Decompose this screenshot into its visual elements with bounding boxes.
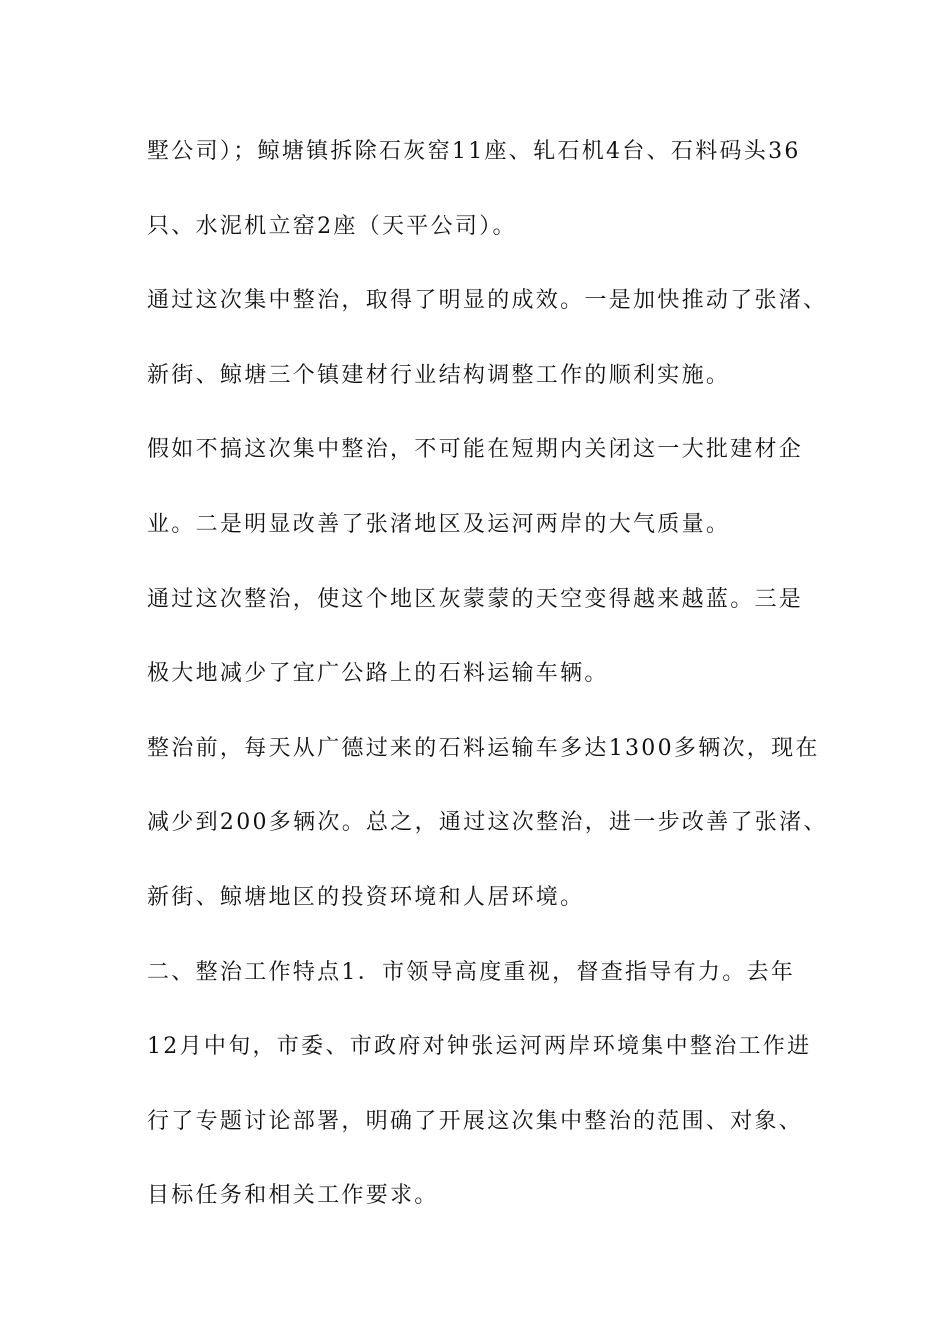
text-line: 目标任务和相关工作要求。 bbox=[147, 1183, 439, 1209]
text-line: 只、水泥机立窑2座（天平公司）。 bbox=[147, 213, 517, 239]
text-line: 墅公司）；鲸塘镇拆除石灰窑11座、轧石机4台、石料码头36 bbox=[147, 139, 801, 164]
text-line: 通过这次集中整治，取得了明显的成效。一是加快推动了张渚、 bbox=[147, 288, 828, 314]
text-line: 12月中旬，市委、市政府对钟张运河两岸环境集中整治工作进 bbox=[147, 1034, 812, 1060]
text-line: 整治前，每天从广德过来的石料运输车多达1300多辆次，现在 bbox=[147, 735, 820, 761]
section-heading-line: 二、整治工作特点1．市领导高度重视，督查指导有力。去年 bbox=[147, 959, 796, 985]
text-line: 业。二是明显改善了张渚地区及运河两岸的大气质量。 bbox=[147, 511, 731, 537]
text-line: 假如不搞这次集中整治，不可能在短期内关闭这一大批建材企 bbox=[147, 437, 804, 463]
text-line: 新街、鲸塘地区的投资环境和人居环境。 bbox=[147, 884, 585, 910]
text-line: 行了专题讨论部署，明确了开展这次集中整治的范围、对象、 bbox=[147, 1108, 804, 1134]
text-line: 通过这次整治，使这个地区灰蒙蒙的天空变得越来越蓝。三是 bbox=[147, 586, 804, 612]
text-line: 减少到200多辆次。总之，通过这次整治，进一步改善了张渚、 bbox=[147, 810, 828, 836]
text-line: 极大地减少了宜广公路上的石料运输车辆。 bbox=[147, 661, 609, 687]
text-line: 新街、鲸塘三个镇建材行业结构调整工作的顺利实施。 bbox=[147, 362, 731, 388]
body-text bbox=[147, 115, 867, 1234]
